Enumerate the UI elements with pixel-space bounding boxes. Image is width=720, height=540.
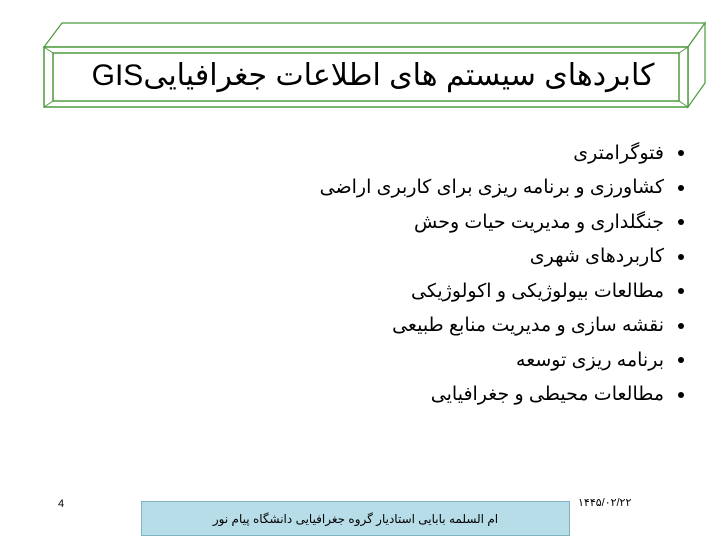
bullet-icon [678,392,684,398]
bullet-icon [678,150,684,156]
bullet-text: فتوگرامتری [573,142,664,164]
bullet-icon [678,219,684,225]
bullet-text: کاربردهای شهری [529,246,664,268]
bullet-text: نقشه سازی و مدیریت منابع طبیعی [392,315,664,337]
list-item [64,343,684,378]
bullet-text: برنامه ریزی توسعه [516,349,664,371]
bullet-icon [678,357,684,363]
slide-title: کابردهای سیستم های اطلاعات جغرافیاییGIS [91,58,655,92]
slide-number: 4 [58,498,65,510]
list-item [64,136,684,171]
list-item [64,240,684,275]
list-item [64,378,684,413]
list-item [64,309,684,344]
bullet-text: مطالعات محیطی و جغرافیایی [430,384,664,406]
bullet-text: مطالعات بیولوژیکی و اکولوژیکی [411,280,664,302]
list-item [64,274,684,309]
list-item [64,205,684,240]
bullet-icon [678,185,684,191]
bullet-icon [678,254,684,260]
bullet-list [64,136,684,412]
bullet-icon [678,323,684,329]
footer-caption: ام السلمه بابایی استادیار گروه جغرافیایی دانشگاه پیام نور [141,501,570,536]
bullet-icon [678,288,684,294]
bullet-text: جنگلداری و مدیریت حیات وحش [413,211,664,233]
bullet-text: کشاورزی و برنامه ریزی برای کاربری اراضی [319,177,664,199]
list-item [64,171,684,206]
slide-date: ۱۴۴۵/۰۲/۲۲ [578,497,632,509]
